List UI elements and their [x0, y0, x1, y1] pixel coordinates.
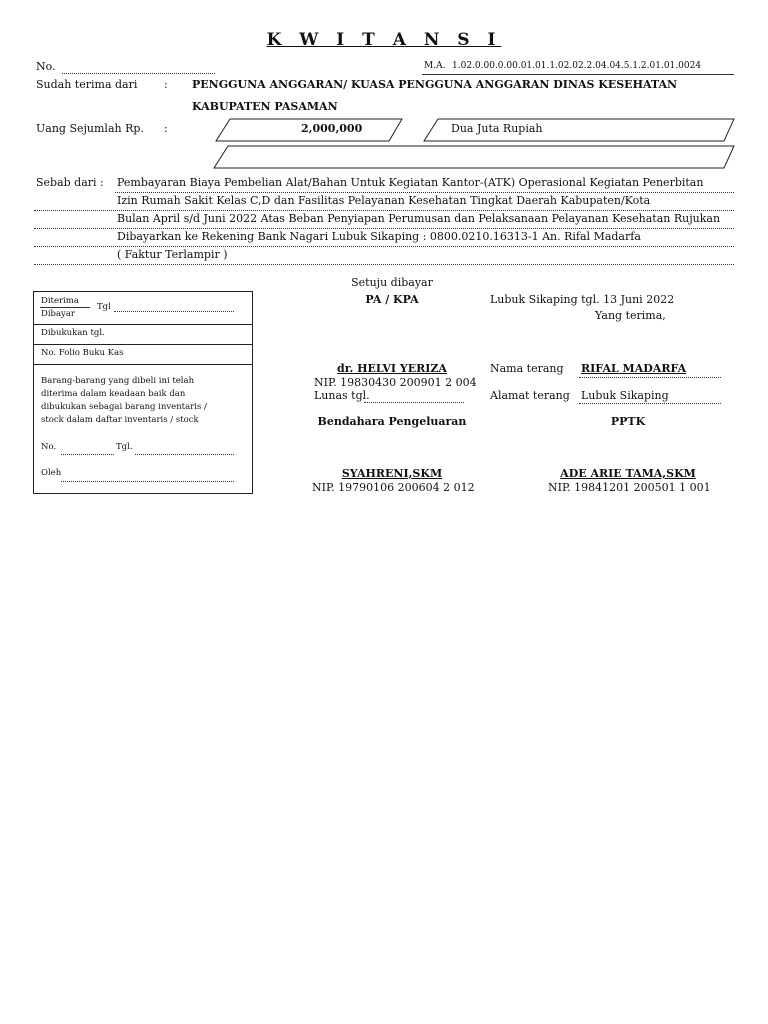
pptk-label: PPTK: [610, 415, 646, 428]
diterima-underline: [40, 307, 90, 308]
bendahara-name: SYAHRENI,SKM: [341, 467, 443, 480]
nama-terang-label: Nama terang: [490, 362, 564, 375]
box-divider-1: [34, 324, 252, 325]
received-from-label: Sudah terima dari: [36, 78, 138, 91]
amount-value: 2,000,000: [301, 122, 363, 135]
purpose-line-4: Dibayarkan ke Rekening Bank Nagari Lubuk Sikaping : 0800.0210.16313-1 An. Rifal Madarfa: [117, 230, 641, 243]
tgl2-label: Tgl.: [116, 442, 133, 452]
alamat-terang-value: Lubuk Sikaping: [581, 389, 669, 402]
place-date: Lubuk Sikaping tgl. 13 Juni 2022: [490, 293, 675, 306]
purpose-line-3: Bulan April s/d Juni 2022 Atas Beban Penyiapan Perumusan dan Pelaksanaan Pelayanan Kesehatan Rujukan: [117, 212, 721, 225]
dibayar-label: Dibayar: [41, 309, 75, 319]
pa-name: dr. HELVI YERIZA: [337, 362, 447, 375]
dibukukan-label: Dibukukan tgl.: [41, 328, 105, 338]
oleh-label: Oleh: [41, 468, 62, 478]
pptk-nip: NIP. 19841201 200501 1 001: [548, 481, 711, 494]
box-tgl2-field: [135, 454, 234, 455]
pa-nip: NIP. 19830430 200901 2 004: [314, 376, 477, 389]
inventory-box: [33, 291, 253, 494]
amount-label: Uang Sejumlah Rp.: [36, 122, 144, 135]
purpose-dotline-5: [34, 264, 734, 265]
amount-words: Dua Juta Rupiah: [451, 122, 543, 135]
alamat-terang-field: [579, 403, 721, 404]
purpose-dotline-1: [115, 192, 734, 193]
alamat-terang-label: Alamat terang: [490, 389, 570, 402]
tgl-label: Tgl: [97, 302, 111, 312]
received-from-line2: KABUPATEN PASAMAN: [192, 100, 338, 113]
box-divider-2: [34, 344, 252, 345]
purpose-label: Sebab dari :: [36, 176, 104, 189]
nama-terang-field: [579, 377, 721, 378]
barang-line-2: diterima dalam keadaan baik dan: [41, 389, 186, 399]
ma-label: M.A.: [424, 61, 446, 71]
pptk-name: ADE ARIE TAMA,SKM: [560, 467, 696, 480]
no-label: No.: [36, 60, 56, 73]
setuju-label: Setuju dibayar: [351, 276, 433, 289]
purpose-dotline-2: [34, 210, 734, 211]
box-no-field: [61, 454, 114, 455]
tgl-field: [114, 311, 234, 312]
pa-kpa-label: PA / KPA: [365, 293, 419, 306]
amount-extra-box: [214, 146, 734, 168]
bendahara-label: Bendahara Pengeluaran: [317, 415, 467, 428]
box-divider-3: [34, 364, 252, 365]
barang-line-1: Barang-barang yang dibeli ini telah: [41, 376, 195, 386]
purpose-dotline-3: [34, 228, 734, 229]
yang-terima-label: Yang terima,: [595, 309, 666, 322]
amount-boxes: [0, 0, 768, 180]
received-from-colon: :: [164, 78, 168, 91]
oleh-field: [61, 481, 234, 482]
no-label-box: No.: [41, 442, 57, 452]
lunas-field: [364, 402, 464, 403]
purpose-line-2: Izin Rumah Sakit Kelas C,D dan Fasilitas Pelayanan Kesehatan Tingkat Daerah Kabupaten/Kota: [117, 194, 651, 207]
document-title: K W I T A N S I: [266, 30, 502, 50]
ma-value: 1.02.0.00.0.00.01.01.1.02.02.2.04.04.5.1.2.01.01.0024: [452, 61, 702, 71]
received-from-line1: PENGGUNA ANGGARAN/ KUASA PENGGUNA ANGGARAN DINAS KESEHATAN: [192, 78, 678, 91]
barang-line-3: dibukukan sebagai barang inventaris /: [41, 402, 207, 412]
barang-line-4: stock dalam daftar inventaris / stock: [41, 415, 199, 425]
lunas-label: Lunas tgl.: [314, 389, 370, 402]
folio-label: No. Folio Buku Kas: [41, 348, 124, 358]
amount-colon: :: [164, 122, 168, 135]
bendahara-nip: NIP. 19790106 200604 2 012: [312, 481, 475, 494]
purpose-line-1: Pembayaran Biaya Pembelian Alat/Bahan Untuk Kegiatan Kantor-(ATK) Operasional Kegiatan Penerbitan: [117, 176, 704, 189]
purpose-line-5: ( Faktur Terlampir ): [117, 248, 228, 261]
nama-terang-value: RIFAL MADARFA: [581, 362, 687, 375]
diterima-label: Diterima: [41, 296, 79, 306]
purpose-dotline-4: [34, 246, 734, 247]
